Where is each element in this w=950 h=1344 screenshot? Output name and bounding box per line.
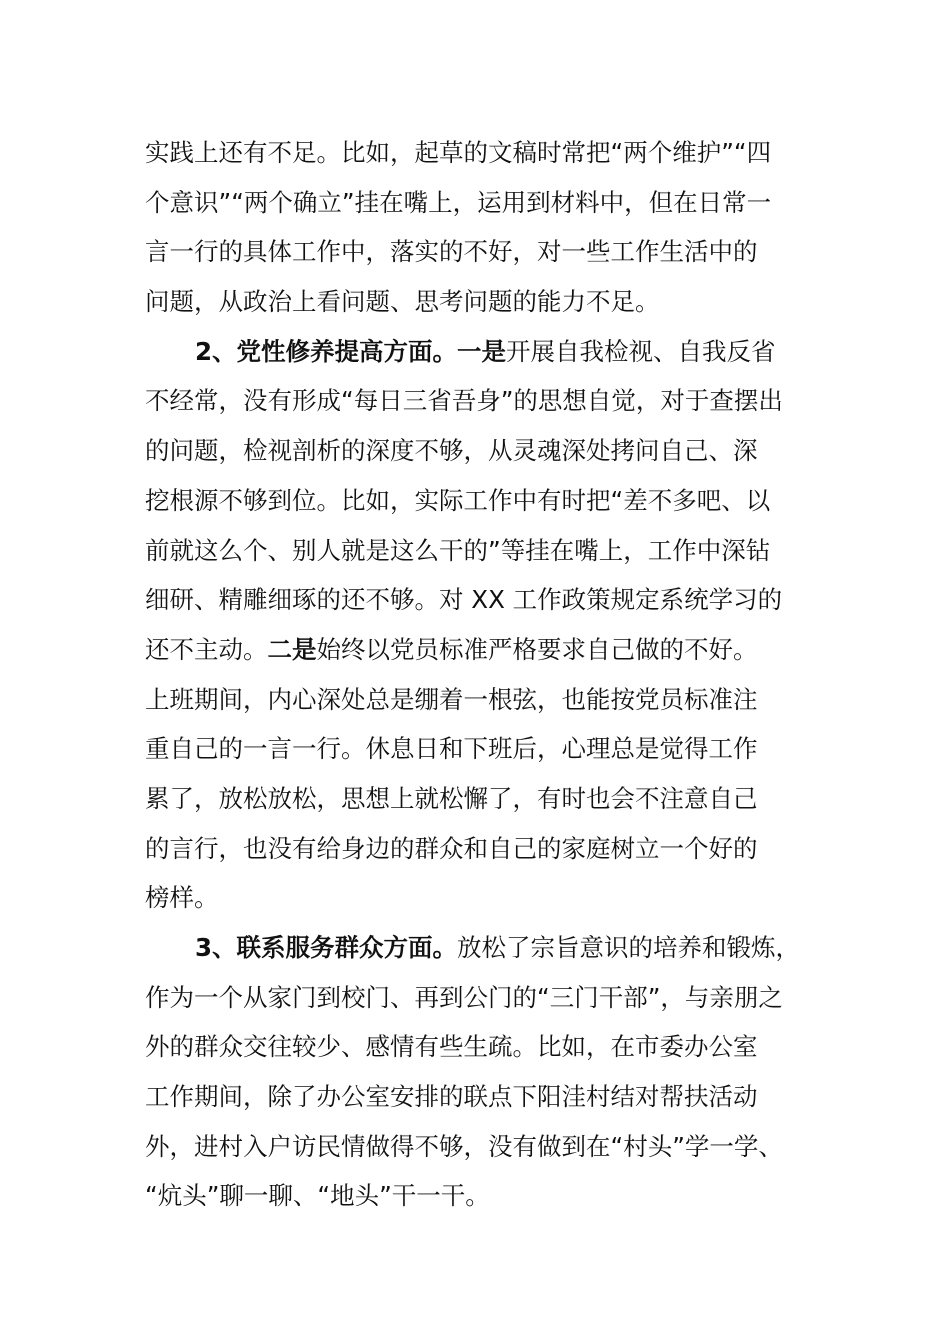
text-line	[145, 526, 815, 576]
text-line	[145, 1072, 815, 1122]
text-span: 重自己的一言一行。休息日和下班后，心理总是觉得工作	[145, 734, 758, 764]
text-line	[145, 227, 815, 277]
bold-text-span: 2、党性修养提高方面。	[195, 336, 458, 366]
text-span: “炕头”聊一聊、“地头”干一干。	[145, 1181, 490, 1211]
bold-text-span: 3、联系服务群众方面。	[195, 933, 458, 962]
text-line	[145, 376, 815, 426]
text-span: 问题，从政治上看问题、思考问题的能力不足。	[145, 287, 660, 317]
text-span: 作为一个从家门到校门、再到公门的“三门干部”，与亲朋之	[145, 982, 783, 1012]
text-line	[145, 1171, 815, 1221]
bold-text-span: 一是	[457, 336, 507, 366]
text-line	[145, 476, 815, 526]
text-line	[145, 128, 815, 178]
text-line	[145, 824, 815, 874]
text-span: 榜样。	[145, 883, 219, 913]
text-span: 个意识”“两个确立”挂在嘴上，运用到材料中，但在日常一	[145, 187, 772, 217]
text-line	[145, 1022, 815, 1072]
bold-text-span: 二是	[267, 634, 317, 664]
text-line	[145, 1122, 815, 1172]
text-span: 工作期间，除了办公室安排的联点下阳洼村结对帮扶活动	[145, 1082, 758, 1112]
text-line	[145, 327, 815, 377]
text-line	[145, 625, 815, 675]
text-line	[145, 178, 815, 228]
text-line	[145, 774, 815, 824]
text-span: 外，进村入户访民情做得不够，没有做到在“村头”学一学、	[145, 1131, 783, 1161]
text-span: 上班期间，内心深处总是绷着一根弦，也能按党员标准注	[145, 684, 758, 714]
text-span: 实践上还有不足。比如，起草的文稿时常把“两个维护”“四	[145, 138, 772, 167]
text-span: 言一行的具体工作中，落实的不好，对一些工作生活中的	[145, 237, 758, 267]
text-span: 放松了宗旨意识的培养和锻炼，	[457, 933, 801, 962]
text-line	[145, 923, 815, 973]
document-body	[145, 128, 815, 1221]
text-line	[145, 973, 815, 1023]
text-span: 始终以党员标准严格要求自己做的不好。	[316, 634, 758, 664]
text-span: 前就这么个、别人就是这么干的”等挂在嘴上，工作中深钻	[145, 535, 771, 565]
text-line	[145, 277, 815, 327]
text-span: 挖根源不够到位。比如，实际工作中有时把“差不多吧、以	[145, 485, 771, 515]
text-span: 开展自我检视、自我反省	[506, 336, 776, 366]
text-line	[145, 426, 815, 476]
text-line	[145, 873, 815, 923]
text-span: 外的群众交往较少、感情有些生疏。比如，在市委办公室	[145, 1032, 758, 1062]
text-span: 细研、精雕细琢的还不够。对 XX 工作政策规定系统学习的	[145, 585, 783, 615]
text-line	[145, 675, 815, 725]
text-span: 累了，放松放松，思想上就松懈了，有时也会不注意自己	[145, 783, 758, 813]
text-span: 的问题，检视剖析的深度不够，从灵魂深处拷问自己、深	[145, 436, 758, 466]
text-line	[145, 724, 815, 774]
text-span: 不经常，没有形成“每日三省吾身”的思想自觉，对于查摆出	[145, 386, 783, 416]
text-span: 的言行，也没有给身边的群众和自己的家庭树立一个好的	[145, 833, 758, 863]
text-line	[145, 575, 815, 625]
text-span: 还不主动。	[145, 634, 268, 664]
